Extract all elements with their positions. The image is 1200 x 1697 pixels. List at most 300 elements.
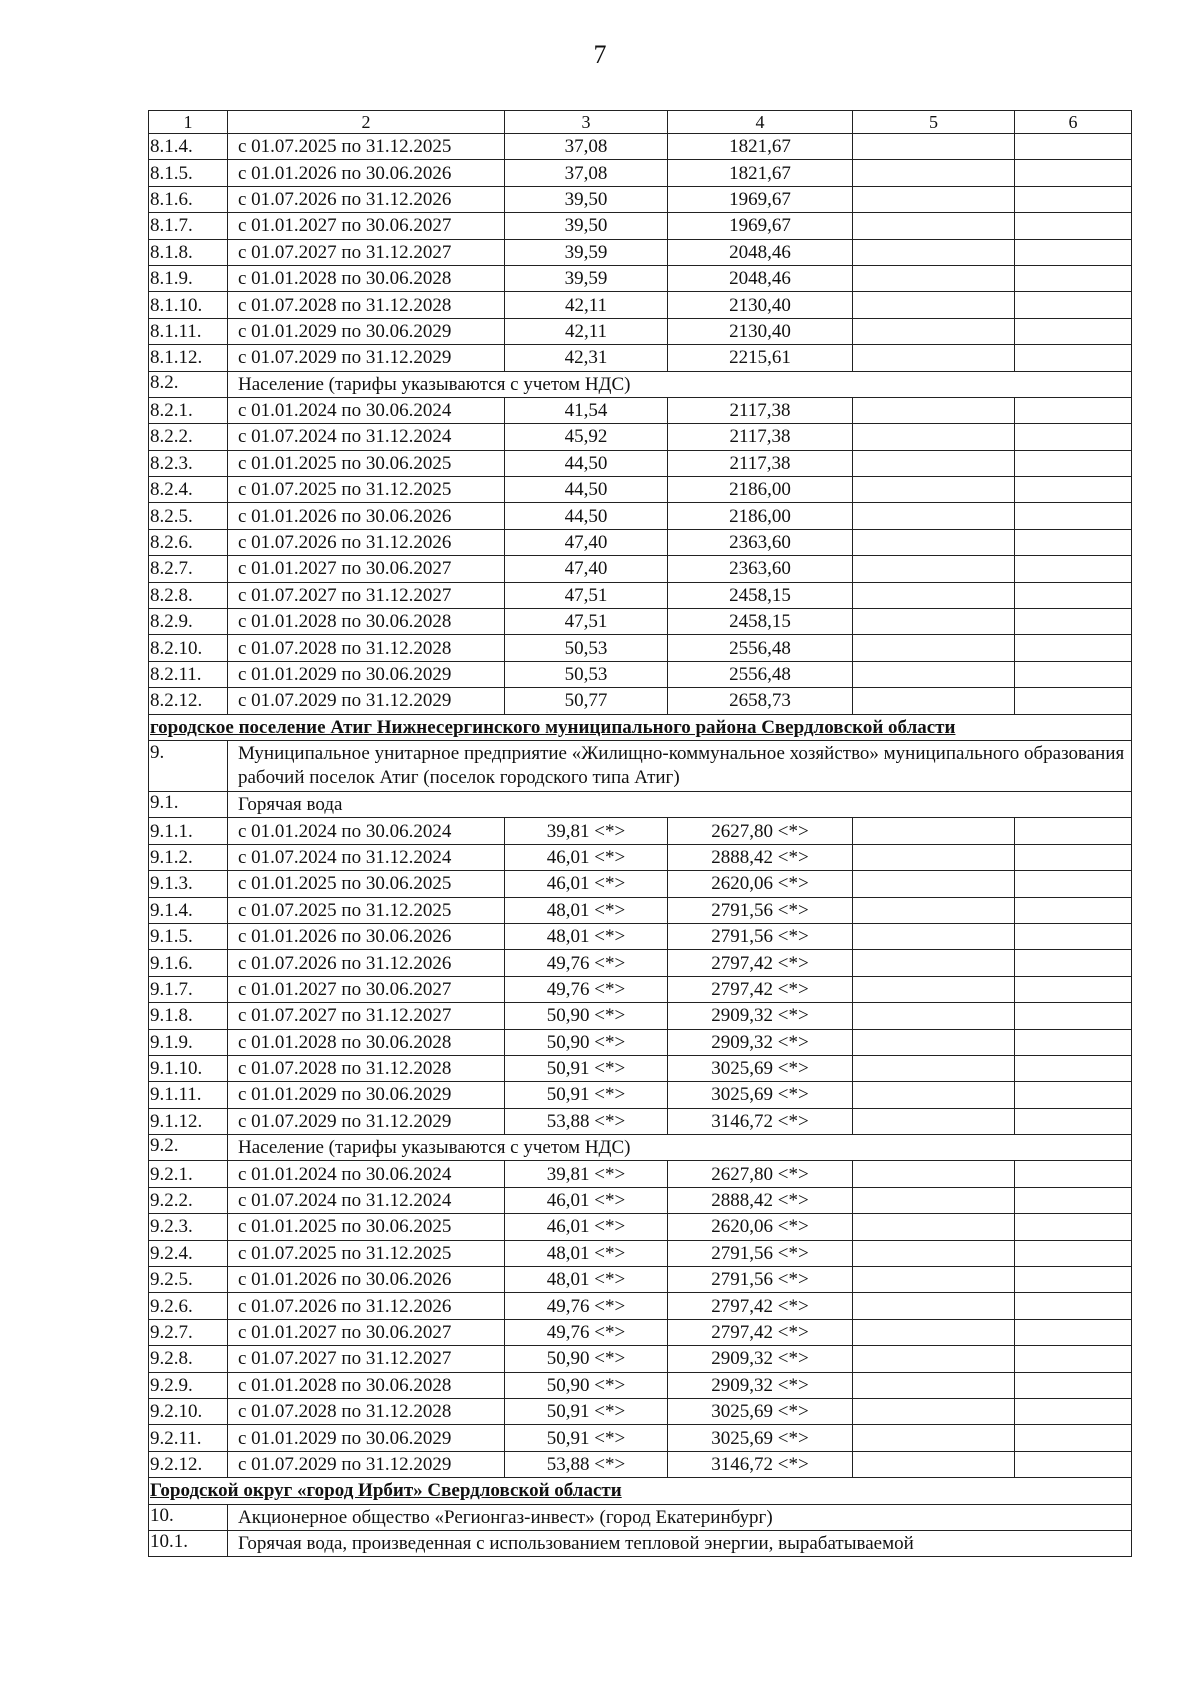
row-number: 9.1.8. <box>149 1003 228 1029</box>
row-empty-col5 <box>853 134 1015 160</box>
row-value-col4: 2620,06 <*> <box>668 871 853 897</box>
row-number: 9.2.12. <box>149 1451 228 1477</box>
row-value-col4: 2791,56 <*> <box>668 1240 853 1266</box>
row-period: с 01.07.2025 по 31.12.2025 <box>228 1240 505 1266</box>
row-heading-text: Горячая вода <box>228 791 1132 817</box>
row-period: с 01.07.2026 по 31.12.2026 <box>228 186 505 212</box>
row-empty-col5 <box>853 844 1015 870</box>
row-number: 9.1.6. <box>149 950 228 976</box>
row-value-col4: 1969,67 <box>668 213 853 239</box>
row-empty-col5 <box>853 661 1015 687</box>
row-empty-col5 <box>853 635 1015 661</box>
table-row <box>149 186 1132 212</box>
row-number: 9.1.11. <box>149 1082 228 1108</box>
row-value-col3: 39,50 <box>505 213 668 239</box>
row-empty-col6 <box>1015 1451 1132 1477</box>
row-heading-text: Горячая вода, произведенная с использованием тепловой энергии, вырабатываемой <box>228 1530 1132 1556</box>
row-period: с 01.07.2029 по 31.12.2029 <box>228 688 505 714</box>
row-value-col4: 2909,32 <*> <box>668 1372 853 1398</box>
row-period: с 01.07.2026 по 31.12.2026 <box>228 950 505 976</box>
row-period: с 01.07.2029 по 31.12.2029 <box>228 345 505 371</box>
row-empty-col5 <box>853 1293 1015 1319</box>
row-empty-col5 <box>853 345 1015 371</box>
row-value-col4: 2186,00 <box>668 503 853 529</box>
row-empty-col6 <box>1015 397 1132 423</box>
section-heading-text: Городской округ «город Ирбит» Свердловской области <box>149 1478 1132 1504</box>
row-empty-col6 <box>1015 1003 1132 1029</box>
row-empty-col6 <box>1015 265 1132 291</box>
row-value-col4: 2130,40 <box>668 318 853 344</box>
row-value-col4: 2048,46 <box>668 265 853 291</box>
table-row <box>149 424 1132 450</box>
row-value-col3: 53,88 <*> <box>505 1108 668 1134</box>
row-period: с 01.01.2025 по 30.06.2025 <box>228 1214 505 1240</box>
table-row <box>149 582 1132 608</box>
row-empty-col5 <box>853 1187 1015 1213</box>
row-empty-col6 <box>1015 529 1132 555</box>
row-value-col3: 39,81 <*> <box>505 818 668 844</box>
row-value-col3: 46,01 <*> <box>505 871 668 897</box>
row-value-col3: 48,01 <*> <box>505 923 668 949</box>
row-number: 8.2.4. <box>149 477 228 503</box>
table-row <box>149 1214 1132 1240</box>
row-empty-col6 <box>1015 556 1132 582</box>
row-value-col4: 2909,32 <*> <box>668 1003 853 1029</box>
row-period: с 01.01.2027 по 30.06.2027 <box>228 213 505 239</box>
row-value-col4: 2130,40 <box>668 292 853 318</box>
row-empty-col6 <box>1015 1293 1132 1319</box>
row-empty-col6 <box>1015 1398 1132 1424</box>
row-period: с 01.07.2025 по 31.12.2025 <box>228 897 505 923</box>
row-value-col4: 2363,60 <box>668 556 853 582</box>
row-value-col3: 48,01 <*> <box>505 897 668 923</box>
row-empty-col6 <box>1015 160 1132 186</box>
table-row <box>149 292 1132 318</box>
table-row <box>149 635 1132 661</box>
row-value-col3: 49,76 <*> <box>505 950 668 976</box>
table-row <box>149 1319 1132 1345</box>
subheading-row <box>149 791 1132 817</box>
row-period: с 01.01.2028 по 30.06.2028 <box>228 265 505 291</box>
row-number: 9.2. <box>149 1135 228 1161</box>
row-value-col4: 2627,80 <*> <box>668 818 853 844</box>
page-number: 7 <box>593 40 607 69</box>
header-row <box>149 111 1132 134</box>
row-period: с 01.01.2026 по 30.06.2026 <box>228 1267 505 1293</box>
row-period: с 01.01.2027 по 30.06.2027 <box>228 976 505 1002</box>
row-number: 9.2.2. <box>149 1187 228 1213</box>
row-period: с 01.07.2024 по 31.12.2024 <box>228 424 505 450</box>
subheading-row <box>149 740 1132 791</box>
row-period: с 01.01.2025 по 30.06.2025 <box>228 871 505 897</box>
row-number: 8.1.7. <box>149 213 228 239</box>
row-empty-col5 <box>853 1108 1015 1134</box>
header-cell-col3: 3 <box>505 111 668 134</box>
row-empty-col5 <box>853 609 1015 635</box>
row-value-col3: 50,53 <box>505 635 668 661</box>
header-cell-col6: 6 <box>1015 111 1132 134</box>
table-row <box>149 318 1132 344</box>
row-empty-col5 <box>853 477 1015 503</box>
row-number: 8.1.4. <box>149 134 228 160</box>
row-number: 8.2.7. <box>149 556 228 582</box>
row-empty-col6 <box>1015 239 1132 265</box>
row-value-col3: 47,51 <box>505 609 668 635</box>
row-period: с 01.07.2028 по 31.12.2028 <box>228 1398 505 1424</box>
row-value-col4: 3146,72 <*> <box>668 1451 853 1477</box>
row-empty-col6 <box>1015 477 1132 503</box>
row-empty-col5 <box>853 265 1015 291</box>
row-number: 9. <box>149 740 228 791</box>
row-empty-col5 <box>853 450 1015 476</box>
row-empty-col5 <box>853 818 1015 844</box>
table-row <box>149 556 1132 582</box>
row-number: 9.1.1. <box>149 818 228 844</box>
row-period: с 01.01.2024 по 30.06.2024 <box>228 1161 505 1187</box>
row-period: с 01.01.2029 по 30.06.2029 <box>228 1082 505 1108</box>
row-value-col4: 1969,67 <box>668 186 853 212</box>
row-empty-col5 <box>853 1451 1015 1477</box>
row-empty-col6 <box>1015 1055 1132 1081</box>
row-period: с 01.01.2029 по 30.06.2029 <box>228 661 505 687</box>
row-value-col3: 46,01 <*> <box>505 844 668 870</box>
row-number: 8.1.6. <box>149 186 228 212</box>
row-empty-col5 <box>853 1425 1015 1451</box>
row-empty-col5 <box>853 976 1015 1002</box>
row-empty-col5 <box>853 1029 1015 1055</box>
table-row <box>149 1029 1132 1055</box>
row-empty-col5 <box>853 318 1015 344</box>
table-row <box>149 160 1132 186</box>
table-row <box>149 503 1132 529</box>
row-heading-text: Население (тарифы указываются с учетом НДС) <box>228 1135 1132 1161</box>
row-number: 8.2.12. <box>149 688 228 714</box>
table-row <box>149 661 1132 687</box>
row-heading-text: Муниципальное унитарное предприятие «Жилищно-коммунальное хозяйство» муниципального образования рабочий поселок Атиг (поселок городского типа Атиг) <box>228 740 1132 791</box>
row-period: с 01.07.2029 по 31.12.2029 <box>228 1451 505 1477</box>
row-empty-col6 <box>1015 186 1132 212</box>
row-empty-col6 <box>1015 213 1132 239</box>
row-value-col3: 47,40 <box>505 556 668 582</box>
row-period: с 01.07.2027 по 31.12.2027 <box>228 1003 505 1029</box>
row-value-col4: 2458,15 <box>668 582 853 608</box>
row-empty-col6 <box>1015 1267 1132 1293</box>
row-value-col3: 39,81 <*> <box>505 1161 668 1187</box>
row-empty-col6 <box>1015 1187 1132 1213</box>
header-cell-col1: 1 <box>149 111 228 134</box>
row-period: с 01.01.2027 по 30.06.2027 <box>228 556 505 582</box>
row-empty-col5 <box>853 239 1015 265</box>
row-value-col4: 2888,42 <*> <box>668 1187 853 1213</box>
row-number: 9.2.9. <box>149 1372 228 1398</box>
row-empty-col6 <box>1015 345 1132 371</box>
row-empty-col5 <box>853 1055 1015 1081</box>
row-value-col4: 2791,56 <*> <box>668 897 853 923</box>
table-row <box>149 871 1132 897</box>
row-empty-col5 <box>853 1240 1015 1266</box>
row-number: 8.1.9. <box>149 265 228 291</box>
table-row <box>149 1240 1132 1266</box>
table-row <box>149 239 1132 265</box>
row-value-col3: 48,01 <*> <box>505 1267 668 1293</box>
row-number: 8.2.1. <box>149 397 228 423</box>
row-empty-col5 <box>853 292 1015 318</box>
row-number: 8.1.12. <box>149 345 228 371</box>
row-empty-col5 <box>853 923 1015 949</box>
row-number: 9.1.2. <box>149 844 228 870</box>
row-empty-col5 <box>853 160 1015 186</box>
row-period: с 01.07.2027 по 31.12.2027 <box>228 239 505 265</box>
row-value-col3: 44,50 <box>505 450 668 476</box>
row-empty-col6 <box>1015 1108 1132 1134</box>
row-empty-col5 <box>853 897 1015 923</box>
subheading-row <box>149 1504 1132 1530</box>
row-empty-col5 <box>853 871 1015 897</box>
table-row <box>149 976 1132 1002</box>
row-value-col4: 2909,32 <*> <box>668 1029 853 1055</box>
row-value-col3: 53,88 <*> <box>505 1451 668 1477</box>
row-empty-col6 <box>1015 503 1132 529</box>
row-number: 9.1.12. <box>149 1108 228 1134</box>
row-period: с 01.01.2024 по 30.06.2024 <box>228 818 505 844</box>
table-row <box>149 1161 1132 1187</box>
subheading-row <box>149 1135 1132 1161</box>
table-row <box>149 1055 1132 1081</box>
table-row <box>149 1451 1132 1477</box>
row-empty-col6 <box>1015 134 1132 160</box>
row-empty-col6 <box>1015 950 1132 976</box>
row-empty-col5 <box>853 1214 1015 1240</box>
row-empty-col6 <box>1015 450 1132 476</box>
row-value-col3: 46,01 <*> <box>505 1214 668 1240</box>
row-empty-col5 <box>853 186 1015 212</box>
row-value-col3: 50,91 <*> <box>505 1082 668 1108</box>
row-value-col3: 50,77 <box>505 688 668 714</box>
row-period: с 01.01.2028 по 30.06.2028 <box>228 1372 505 1398</box>
row-empty-col5 <box>853 1003 1015 1029</box>
row-value-col3: 46,01 <*> <box>505 1187 668 1213</box>
row-value-col4: 2791,56 <*> <box>668 1267 853 1293</box>
section-heading-row <box>149 714 1132 740</box>
row-value-col4: 2363,60 <box>668 529 853 555</box>
row-value-col4: 3025,69 <*> <box>668 1425 853 1451</box>
row-number: 8.1.10. <box>149 292 228 318</box>
table-row <box>149 1003 1132 1029</box>
row-number: 9.2.5. <box>149 1267 228 1293</box>
row-period: с 01.07.2027 по 31.12.2027 <box>228 1346 505 1372</box>
row-number: 8.2.10. <box>149 635 228 661</box>
table-row <box>149 897 1132 923</box>
row-empty-col6 <box>1015 1346 1132 1372</box>
row-value-col3: 50,90 <*> <box>505 1372 668 1398</box>
row-number: 9.1.7. <box>149 976 228 1002</box>
row-value-col4: 3146,72 <*> <box>668 1108 853 1134</box>
table-row <box>149 950 1132 976</box>
subheading-row <box>149 1530 1132 1556</box>
row-value-col3: 45,92 <box>505 424 668 450</box>
row-value-col3: 50,90 <*> <box>505 1029 668 1055</box>
row-value-col4: 2620,06 <*> <box>668 1214 853 1240</box>
row-value-col3: 48,01 <*> <box>505 1240 668 1266</box>
row-empty-col6 <box>1015 897 1132 923</box>
row-period: с 01.07.2025 по 31.12.2025 <box>228 134 505 160</box>
table-row <box>149 1398 1132 1424</box>
table-row <box>149 844 1132 870</box>
table-row <box>149 609 1132 635</box>
row-empty-col5 <box>853 950 1015 976</box>
row-empty-col5 <box>853 397 1015 423</box>
row-empty-col6 <box>1015 1082 1132 1108</box>
row-empty-col6 <box>1015 1161 1132 1187</box>
row-period: с 01.01.2026 по 30.06.2026 <box>228 503 505 529</box>
row-empty-col5 <box>853 556 1015 582</box>
row-period: с 01.07.2024 по 31.12.2024 <box>228 844 505 870</box>
table-row <box>149 688 1132 714</box>
row-empty-col5 <box>853 1398 1015 1424</box>
row-empty-col6 <box>1015 1029 1132 1055</box>
row-period: с 01.01.2029 по 30.06.2029 <box>228 318 505 344</box>
row-empty-col6 <box>1015 661 1132 687</box>
row-value-col3: 50,91 <*> <box>505 1055 668 1081</box>
row-value-col3: 50,91 <*> <box>505 1425 668 1451</box>
row-number: 10.1. <box>149 1530 228 1556</box>
row-period: с 01.07.2028 по 31.12.2028 <box>228 292 505 318</box>
row-value-col3: 42,11 <box>505 292 668 318</box>
row-value-col4: 2556,48 <box>668 661 853 687</box>
row-value-col4: 2797,42 <*> <box>668 976 853 1002</box>
row-value-col3: 44,50 <box>505 477 668 503</box>
row-number: 8.2.8. <box>149 582 228 608</box>
row-number: 9.2.10. <box>149 1398 228 1424</box>
section-heading-row <box>149 1478 1132 1504</box>
row-empty-col6 <box>1015 1425 1132 1451</box>
row-period: с 01.07.2028 по 31.12.2028 <box>228 635 505 661</box>
header-cell-col4: 4 <box>668 111 853 134</box>
row-period: с 01.07.2026 по 31.12.2026 <box>228 529 505 555</box>
row-empty-col6 <box>1015 1214 1132 1240</box>
row-number: 8.2.5. <box>149 503 228 529</box>
row-period: с 01.01.2026 по 30.06.2026 <box>228 923 505 949</box>
row-value-col3: 37,08 <box>505 160 668 186</box>
row-number: 9.1.3. <box>149 871 228 897</box>
row-period: с 01.01.2024 по 30.06.2024 <box>228 397 505 423</box>
row-number: 9.2.3. <box>149 1214 228 1240</box>
row-value-col4: 2791,56 <*> <box>668 923 853 949</box>
row-value-col3: 37,08 <box>505 134 668 160</box>
row-period: с 01.07.2029 по 31.12.2029 <box>228 1108 505 1134</box>
row-value-col4: 1821,67 <box>668 134 853 160</box>
row-empty-col6 <box>1015 318 1132 344</box>
row-number: 8.2. <box>149 371 228 397</box>
row-empty-col5 <box>853 424 1015 450</box>
table-row <box>149 345 1132 371</box>
row-value-col4: 2117,38 <box>668 450 853 476</box>
row-period: с 01.07.2027 по 31.12.2027 <box>228 582 505 608</box>
row-heading-text: Акционерное общество «Регионгаз-инвест» (город Екатеринбург) <box>228 1504 1132 1530</box>
row-value-col4: 2627,80 <*> <box>668 1161 853 1187</box>
section-heading-text: городское поселение Атиг Нижнесергинского муниципального района Свердловской области <box>149 714 1132 740</box>
table-row <box>149 923 1132 949</box>
row-value-col4: 2458,15 <box>668 609 853 635</box>
row-value-col3: 47,51 <box>505 582 668 608</box>
row-period: с 01.01.2028 по 30.06.2028 <box>228 609 505 635</box>
row-number: 9.2.7. <box>149 1319 228 1345</box>
row-number: 8.2.11. <box>149 661 228 687</box>
row-value-col3: 49,76 <*> <box>505 976 668 1002</box>
row-number: 8.2.9. <box>149 609 228 635</box>
row-number: 9.2.11. <box>149 1425 228 1451</box>
row-value-col4: 2909,32 <*> <box>668 1346 853 1372</box>
row-number: 8.1.11. <box>149 318 228 344</box>
row-value-col3: 44,50 <box>505 503 668 529</box>
row-empty-col6 <box>1015 844 1132 870</box>
table-row <box>149 134 1132 160</box>
row-empty-col6 <box>1015 582 1132 608</box>
row-value-col4: 2215,61 <box>668 345 853 371</box>
row-value-col3: 49,76 <*> <box>505 1319 668 1345</box>
row-value-col3: 50,90 <*> <box>505 1003 668 1029</box>
row-period: с 01.01.2028 по 30.06.2028 <box>228 1029 505 1055</box>
tariff-table-body <box>149 111 1132 1557</box>
row-period: с 01.07.2028 по 31.12.2028 <box>228 1055 505 1081</box>
row-value-col3: 39,50 <box>505 186 668 212</box>
table-row <box>149 1293 1132 1319</box>
row-empty-col5 <box>853 688 1015 714</box>
table-row <box>149 1082 1132 1108</box>
table-row <box>149 1372 1132 1398</box>
table-row <box>149 1346 1132 1372</box>
header-cell-col5: 5 <box>853 111 1015 134</box>
row-empty-col5 <box>853 582 1015 608</box>
row-empty-col6 <box>1015 1372 1132 1398</box>
row-period: с 01.01.2025 по 30.06.2025 <box>228 450 505 476</box>
row-value-col4: 2048,46 <box>668 239 853 265</box>
table-row <box>149 1267 1132 1293</box>
subheading-row <box>149 371 1132 397</box>
row-value-col4: 3025,69 <*> <box>668 1398 853 1424</box>
row-empty-col6 <box>1015 688 1132 714</box>
row-empty-col5 <box>853 1267 1015 1293</box>
row-empty-col6 <box>1015 635 1132 661</box>
table-row <box>149 450 1132 476</box>
table-row <box>149 265 1132 291</box>
row-value-col3: 39,59 <box>505 239 668 265</box>
row-value-col3: 49,76 <*> <box>505 1293 668 1319</box>
row-number: 9.1. <box>149 791 228 817</box>
row-empty-col6 <box>1015 976 1132 1002</box>
row-empty-col6 <box>1015 292 1132 318</box>
row-value-col4: 2117,38 <box>668 397 853 423</box>
row-number: 8.2.6. <box>149 529 228 555</box>
header-cell-col2: 2 <box>228 111 505 134</box>
row-period: с 01.01.2029 по 30.06.2029 <box>228 1425 505 1451</box>
row-period: с 01.07.2026 по 31.12.2026 <box>228 1293 505 1319</box>
row-value-col4: 2186,00 <box>668 477 853 503</box>
row-value-col4: 2888,42 <*> <box>668 844 853 870</box>
row-value-col3: 50,91 <*> <box>505 1398 668 1424</box>
row-value-col4: 2658,73 <box>668 688 853 714</box>
row-number: 8.1.5. <box>149 160 228 186</box>
row-value-col4: 2797,42 <*> <box>668 950 853 976</box>
row-number: 8.2.2. <box>149 424 228 450</box>
row-value-col4: 2117,38 <box>668 424 853 450</box>
row-value-col4: 2797,42 <*> <box>668 1293 853 1319</box>
row-number: 9.2.6. <box>149 1293 228 1319</box>
row-empty-col5 <box>853 1082 1015 1108</box>
row-number: 9.1.9. <box>149 1029 228 1055</box>
row-number: 10. <box>149 1504 228 1530</box>
row-empty-col6 <box>1015 1319 1132 1345</box>
